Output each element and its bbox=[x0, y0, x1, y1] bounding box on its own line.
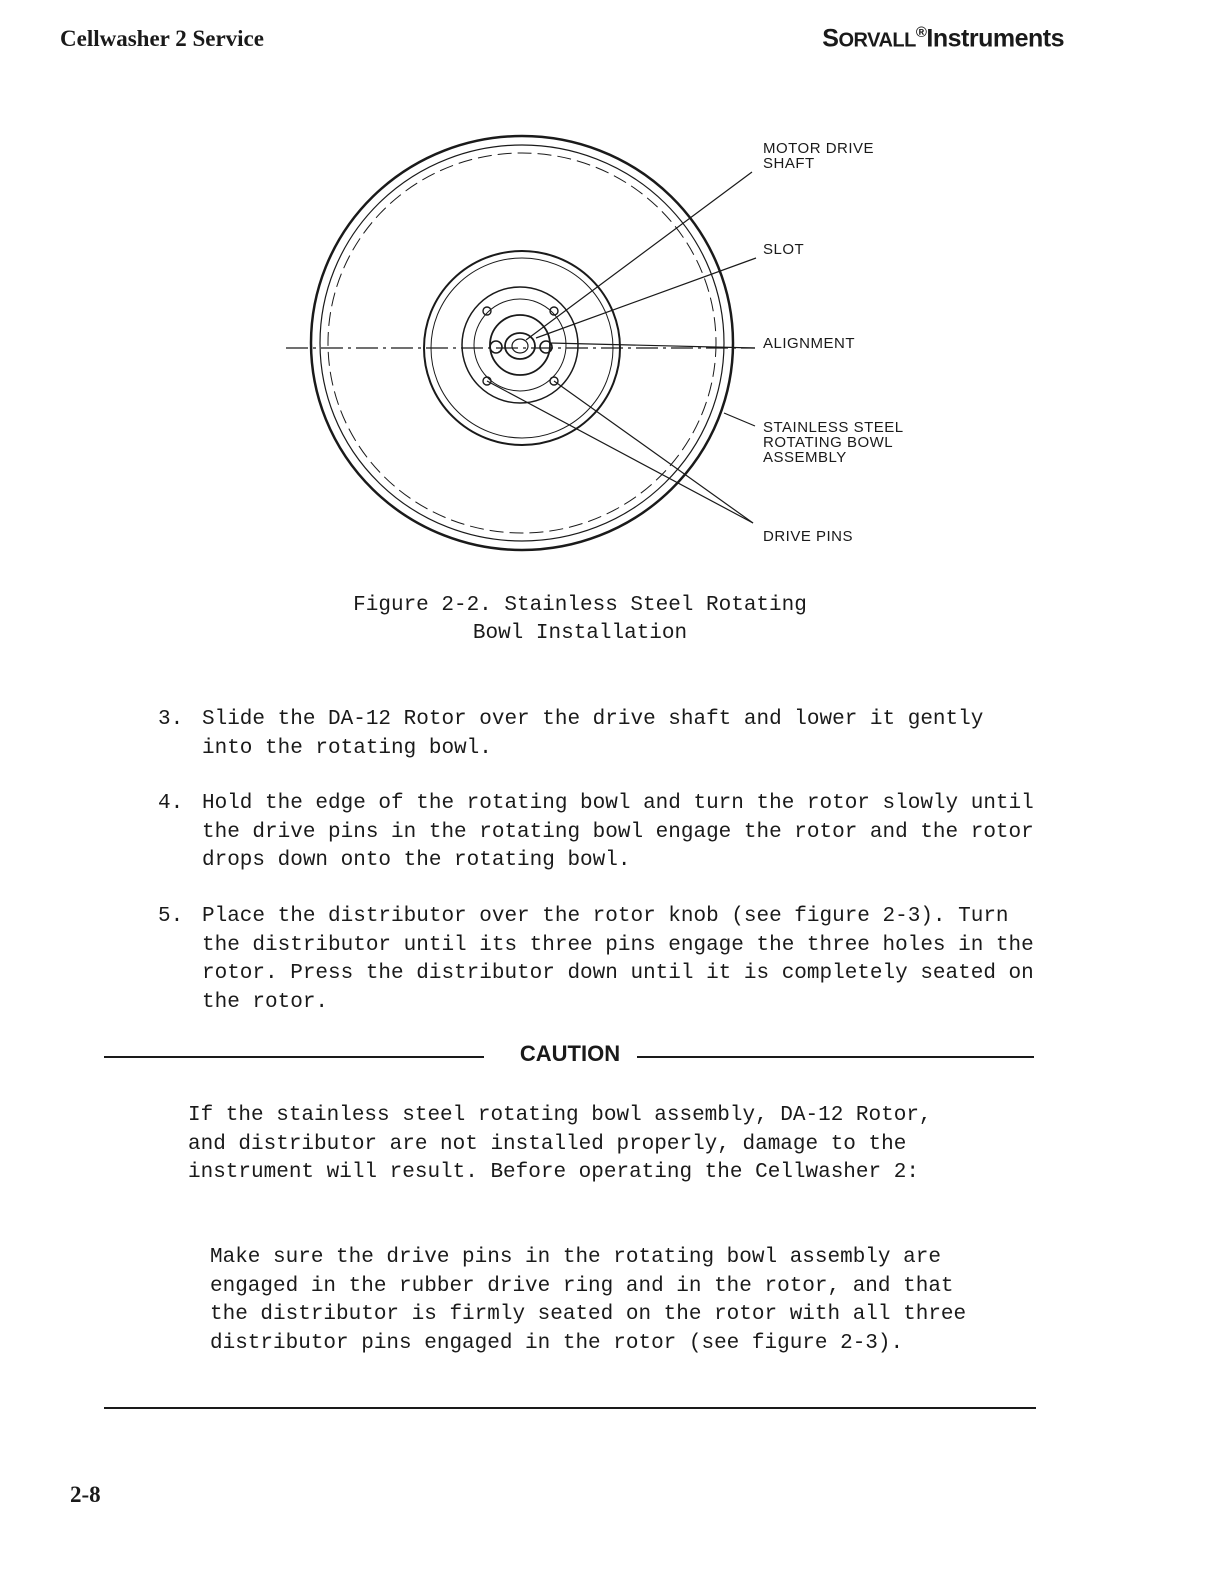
page-number: 2-8 bbox=[70, 1482, 101, 1507]
step-text: Slide the DA-12 Rotor over the drive shaft and lower it gently into the rotating bowl. bbox=[202, 708, 984, 760]
label-alignment: ALIGNMENT bbox=[763, 335, 856, 352]
step-number: 3. bbox=[158, 708, 184, 731]
hub-shaft-inner bbox=[512, 339, 528, 353]
step-number: 4. bbox=[158, 792, 184, 815]
label-bowl-assembly: STAINLESS STEEL ROTATING BOWL ASSEMBLY bbox=[763, 419, 904, 466]
caution-paragraph: If the stainless steel rotating bowl assembly, DA-12 Rotor, and distributor are not installed properly, damage to the instrument will result. Before operating the Cellwasher 2: bbox=[188, 1104, 932, 1184]
leader-motor-drive-shaft bbox=[526, 172, 752, 340]
leader-bowl-assembly bbox=[724, 413, 755, 426]
bowl-outer-rim bbox=[311, 136, 733, 550]
running-header-title: Cellwasher 2 Service bbox=[60, 26, 264, 51]
caution-heading: CAUTION bbox=[519, 1041, 621, 1066]
brand-initial: S bbox=[822, 24, 839, 53]
label-drive-pins: DRIVE PINS bbox=[763, 528, 854, 545]
figure-caption: Figure 2-2. Stainless Steel Rotating Bowl Installation bbox=[353, 594, 807, 645]
bowl-inner-rim-dashed bbox=[328, 153, 716, 533]
leader-drive-pins-a bbox=[487, 381, 753, 523]
caution-rule-right bbox=[637, 1056, 1034, 1058]
step-text: Hold the edge of the rotating bowl and turn the rotor slowly until the drive pins in the rotating bowl engage the rotor and the rotor drops down onto the rotating bowl. bbox=[202, 792, 1034, 872]
caution-paragraph-indented: Make sure the drive pins in the rotating bowl assembly are engaged in the rubber drive ring and in the rotor, and that the distributor is firmly seated on the rotor with all three distributor pins engaged in the rotor (see figure 2-3). bbox=[210, 1246, 967, 1355]
step-text: Place the distributor over the rotor knob (see figure 2-3). Turn the distributor until its three pins engage the three holes in the rotor. Press the distributor down until it is completely seated on the rotor. bbox=[202, 905, 1034, 1014]
caution-rule-bottom bbox=[104, 1407, 1036, 1409]
label-slot: SLOT bbox=[763, 241, 805, 258]
bowl-installation-diagram bbox=[0, 0, 1224, 590]
brand-suffix: Instruments bbox=[926, 24, 1064, 53]
bowl-inner-rim bbox=[320, 145, 724, 541]
label-motor-drive-shaft: MOTOR DRIVE SHAFT bbox=[763, 140, 875, 172]
drive-pin-top-left bbox=[483, 307, 491, 315]
alignment-hole-left bbox=[490, 341, 502, 353]
registered-mark: ® bbox=[915, 24, 927, 41]
step-number: 5. bbox=[158, 905, 184, 928]
brand-name-smallcaps: ORVALL bbox=[838, 29, 916, 52]
caution-rule-left bbox=[104, 1056, 484, 1058]
